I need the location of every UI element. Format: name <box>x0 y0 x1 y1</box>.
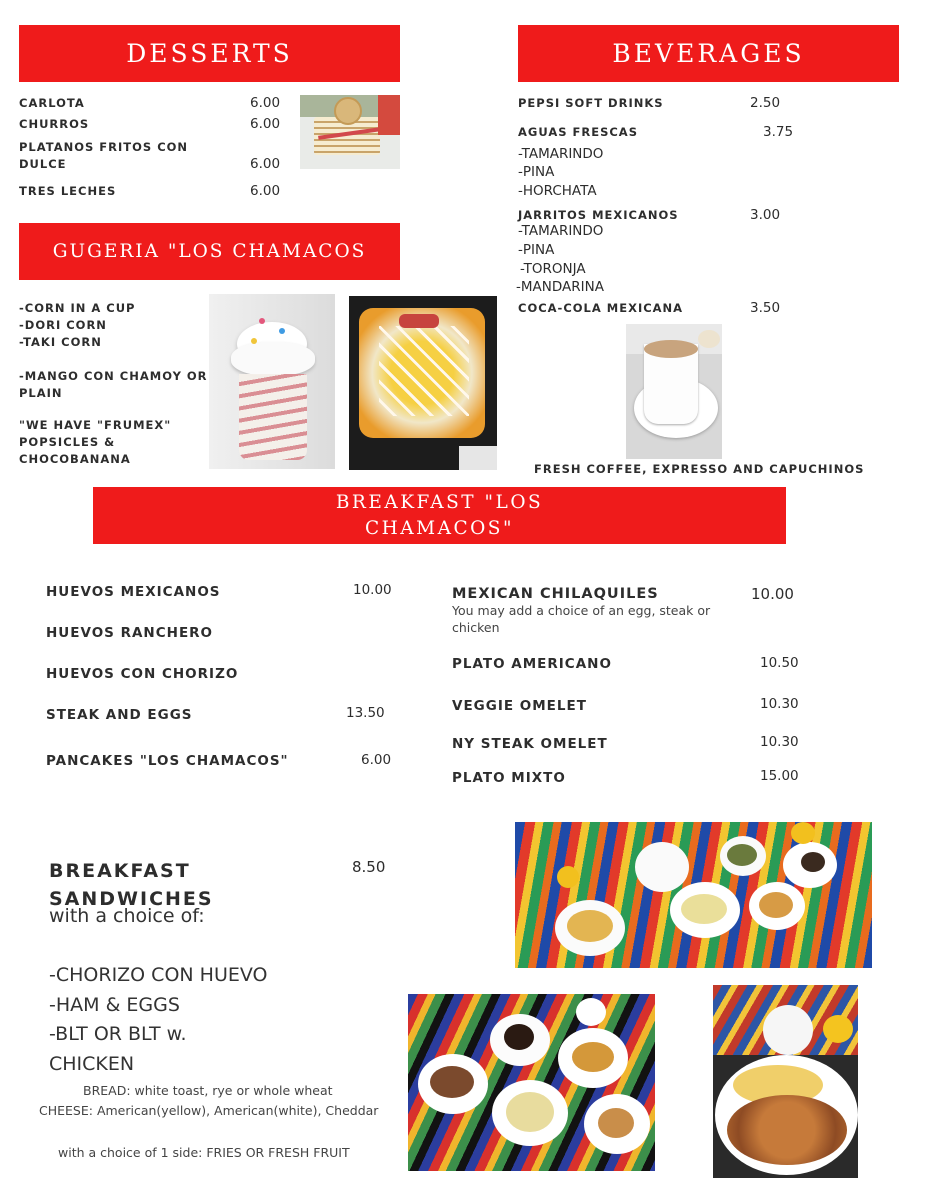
sandwich-side: with a choice of 1 side: FRIES OR FRESH FRUIT <box>58 1145 350 1160</box>
breakfast-item: PANCAKES "LOS CHAMACOS" <box>46 753 289 769</box>
breakfast-banner <box>93 487 786 544</box>
beverage-flavor: -TAMARINDO <box>518 146 604 162</box>
corn-cup-photo <box>209 294 335 469</box>
dessert-name: PLATANOS FRITOS CON <box>19 140 189 154</box>
gugeria-title: GUGERIA "LOS CHAMACOS <box>52 241 367 262</box>
dessert-price: 6.00 <box>250 95 281 111</box>
breakfast-price: 15.00 <box>760 768 799 784</box>
dessert-price: 6.00 <box>250 116 281 132</box>
sandwich-option: -BLT OR BLT w. <box>49 1023 187 1045</box>
gugeria-item: -TAKI CORN <box>19 335 102 349</box>
breakfast-price: 10.50 <box>760 655 799 671</box>
breakfast-item: VEGGIE OMELET <box>452 698 587 714</box>
gugeria-item: -CORN IN A CUP <box>19 301 136 315</box>
beverage-flavor: -PINA <box>518 242 555 258</box>
chilaquiles-name: MEXICAN CHILAQUILES <box>452 586 659 602</box>
coffee-caption: FRESH COFFEE, EXPRESSO AND CAPUCHINOS <box>534 462 865 476</box>
sandwich-option: -HAM & EGGS <box>49 994 180 1016</box>
gugeria-item: -DORI CORN <box>19 318 107 332</box>
coffee-photo <box>626 324 722 459</box>
sandwiches-title: BREAKFAST <box>49 860 191 882</box>
desserts-title: DESSERTS <box>126 39 293 68</box>
gugeria-banner <box>19 223 400 280</box>
breakfast-item: STEAK AND EGGS <box>46 707 193 723</box>
beverage-flavor: -MANDARINA <box>516 279 604 295</box>
beverage-price: 3.00 <box>750 207 781 223</box>
mango-photo <box>349 296 497 470</box>
sandwiches-price: 8.50 <box>352 858 386 876</box>
gugeria-frumex: "WE HAVE "FRUMEX" <box>19 418 172 432</box>
breakfast-title-line2: CHAMACOS" <box>365 517 514 539</box>
sandwiches-title: SANDWICHES <box>49 888 214 910</box>
sandwich-option: -CHORIZO CON HUEVO <box>49 964 268 986</box>
gugeria-frumex: CHOCOBANANA <box>19 452 131 466</box>
dessert-name: CHURROS <box>19 117 90 131</box>
beverage-price: 3.50 <box>750 300 781 316</box>
beverage-flavor: -TORONJA <box>520 261 586 277</box>
breakfast-item: HUEVOS MEXICANOS <box>46 584 221 600</box>
sandwiches-subtitle: with a choice of: <box>49 905 205 927</box>
breakfast-item: PLATO MIXTO <box>452 770 566 786</box>
dessert-name: TRES LECHES <box>19 184 117 198</box>
chilaquiles-note: chicken <box>452 620 500 635</box>
beverages-title: BEVERAGES <box>612 39 805 68</box>
beverage-flavor: -TAMARINDO <box>518 223 604 239</box>
beverage-price: 2.50 <box>750 95 781 111</box>
breakfast-price: 10.30 <box>760 734 799 750</box>
pancakes-photo <box>408 994 655 1171</box>
chilaquiles-price: 10.00 <box>751 585 794 603</box>
sandwich-option: CHICKEN <box>49 1053 135 1075</box>
chilaquiles-note: You may add a choice of an egg, steak or <box>452 603 711 618</box>
beverage-name: JARRITOS MEXICANOS <box>518 208 679 222</box>
breakfast-title-line1: BREAKFAST "LOS <box>335 491 544 513</box>
sandwich-cheese: CHEESE: American(yellow), American(white), Cheddar <box>39 1103 379 1118</box>
omelet-photo <box>713 985 858 1178</box>
breakfast-price: 10.00 <box>353 582 392 598</box>
breakfast-price: 10.30 <box>760 696 799 712</box>
dessert-name-line2: DULCE <box>19 157 67 171</box>
breakfast-item: PLATO AMERICANO <box>452 656 612 672</box>
gugeria-mango: PLAIN <box>19 386 63 400</box>
beverage-name: AGUAS FRESCAS <box>518 125 638 139</box>
beverage-name: COCA-COLA MEXICANA <box>518 301 684 315</box>
breakfast-item: HUEVOS CON CHORIZO <box>46 666 239 682</box>
beverage-price: 3.75 <box>763 124 794 140</box>
breakfast-table-photo <box>515 822 872 968</box>
beverage-flavor: -PINA <box>518 164 555 180</box>
breakfast-item: HUEVOS RANCHERO <box>46 625 214 641</box>
breakfast-price: 6.00 <box>361 752 392 768</box>
beverage-name: PEPSI SOFT DRINKS <box>518 96 664 110</box>
breakfast-price: 13.50 <box>346 705 385 721</box>
dessert-name: CARLOTA <box>19 96 85 110</box>
dessert-price: 6.00 <box>250 156 281 172</box>
beverage-flavor: -HORCHATA <box>518 183 597 199</box>
gugeria-frumex: POPSICLES & <box>19 435 116 449</box>
sandwich-bread: BREAD: white toast, rye or whole wheat <box>83 1083 333 1098</box>
desserts-banner <box>19 25 400 82</box>
dessert-price: 6.00 <box>250 183 281 199</box>
gugeria-mango: -MANGO CON CHAMOY OR <box>19 369 208 383</box>
beverages-banner <box>518 25 899 82</box>
breakfast-item: NY STEAK OMELET <box>452 736 608 752</box>
carlota-photo <box>300 95 400 169</box>
